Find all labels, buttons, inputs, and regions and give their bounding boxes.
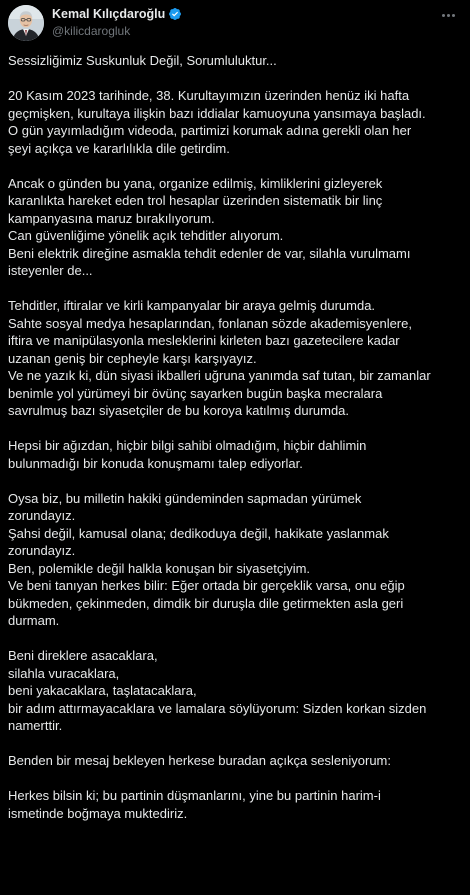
- tweet-line: geçmişken, kurultaya ilişkin bazı iddialar kamuoyuna yansımaya başladı.: [8, 105, 426, 121]
- tweet-paragraph: [8, 647, 460, 735]
- tweet-line: Beni elektrik direğine asmakla tehdit edenler de var, silahla vurulmamı: [8, 245, 411, 261]
- tweet-paragraph: [8, 437, 460, 472]
- tweet-line: şeyi açıkça ve kararlılıkla dile getirdim.: [8, 140, 230, 156]
- tweet-line: ismetinde boğmaya muktediriz.: [8, 805, 188, 821]
- tweet-line: Ve ne yazık ki, dün siyasi ikballeri uğruna yanımda saf tutan, bir zamanlar: [8, 368, 431, 383]
- more-options-icon[interactable]: [438, 7, 458, 23]
- tweet-line: Hepsi bir ağızdan, hiçbir bilgi sahibi olmadığım, hiçbir dahlimin: [8, 438, 367, 453]
- tweet-line: zorundayız.: [8, 543, 76, 558]
- tweet-line: Ancak o günden bu yana, organize edilmiş, kimliklerini gizleyerek: [8, 175, 383, 191]
- tweet-paragraph: [8, 490, 460, 630]
- tweet-line: Sahte sosyal medya hesaplarından, fonlanan sözde akademisyenlere,: [8, 315, 412, 331]
- verified-badge-icon[interactable]: [168, 7, 182, 21]
- dot: [447, 14, 450, 17]
- tweet-paragraph: [8, 175, 460, 280]
- tweet-line: uzanan geniş bir cepheyle karşı karşıyayız.: [8, 350, 257, 366]
- tweet-line: silahla vuracaklara,: [8, 665, 120, 681]
- dot: [442, 14, 445, 17]
- tweet-line: beni yakacaklara, taşlatacaklara,: [8, 683, 197, 698]
- tweet-line: isteyenler de...: [8, 263, 93, 278]
- tweet-text: [8, 52, 460, 840]
- tweet-line: bir adım attırmayacaklara ve lamalara söylüyorum: Sizden korkan sizden: [8, 700, 427, 716]
- tweet-line: Şahsi değil, kamusal olana; dedikoduya değil, hakikate yaslanmak: [8, 525, 389, 541]
- author-name-block: [52, 6, 182, 38]
- dot: [452, 14, 455, 17]
- tweet-line: namerttir.: [8, 718, 63, 733]
- tweet-line: Beni direklere asacaklara,: [8, 648, 158, 663]
- avatar-portrait-icon: [8, 5, 44, 41]
- tweet-line: Ben, polemikle değil halkla konuşan bir siyasetçiyim.: [8, 560, 311, 576]
- tweet-line: Tehditler, iftiralar ve kirli kampanyalar bir araya gelmiş durumda.: [8, 298, 376, 313]
- tweet-line: bükmeden, çekinmeden, dimdik bir duruşla dile getirmekten asla geri: [8, 595, 404, 611]
- tweet-line: bulunmadığı bir konuda konuşmamı talep ediyorlar.: [8, 455, 303, 471]
- tweet-line: kampanyasına maruz bırakılıyorum.: [8, 210, 215, 226]
- author-handle[interactable]: @kilicdarogluk: [52, 24, 131, 38]
- tweet-paragraph: [8, 87, 460, 157]
- verified-badge-svg: [168, 7, 182, 21]
- tweet-line: savrulmuş bazı siyasetçiler de bu koroya katılmış durumda.: [8, 403, 350, 418]
- tweet-line: Benden bir mesaj bekleyen herkese buradan açıkça sesleniyorum:: [8, 753, 391, 768]
- author-name-row: [52, 6, 182, 22]
- tweet-paragraph: [8, 297, 460, 420]
- tweet-line: O gün yayımladığım videoda, partimizi korumak adına gerekli olan her: [8, 123, 412, 138]
- tweet-line: Can güvenliğime yönelik açık tehditler alıyorum.: [8, 228, 284, 243]
- tweet-line: karanlıkta hareket eden trol hesaplar üzerinden sistematik bir linç: [8, 193, 383, 208]
- tweet-line: 20 Kasım 2023 tarihinde, 38. Kurultayımızın üzerinden henüz iki hafta: [8, 88, 410, 103]
- tweet-line: Ve beni tanıyan herkes bilir: Eğer ortada bir gerçeklik varsa, onu eğip: [8, 578, 405, 593]
- tweet-line: iftira ve manipülasyonla mesleklerini kirleten bazı gazetecilere kadar: [8, 333, 400, 348]
- tweet-line: zorundayız.: [8, 508, 76, 523]
- tweet-line: Sessizliğimiz Suskunluk Değil, Sorumluluktur...: [8, 53, 277, 68]
- tweet-line: durmam.: [8, 613, 60, 628]
- author-display-name[interactable]: Kemal Kılıçdaroğlu: [52, 7, 166, 21]
- tweet-line: Herkes bilsin ki; bu partinin düşmanlarını, yine bu partinin harim-i: [8, 788, 381, 803]
- tweet-paragraph: [8, 787, 460, 822]
- tweet-paragraph: [8, 752, 460, 770]
- tweet-line: Oysa biz, bu milletin hakiki gündeminden sapmadan yürümek: [8, 490, 362, 506]
- tweet-line: benimle yol yürümeyi bir övünç sayarken bugün başka mecralara: [8, 385, 383, 401]
- tweet-paragraph: [8, 52, 460, 70]
- tweet-header: [8, 5, 462, 41]
- author-avatar[interactable]: [8, 5, 44, 41]
